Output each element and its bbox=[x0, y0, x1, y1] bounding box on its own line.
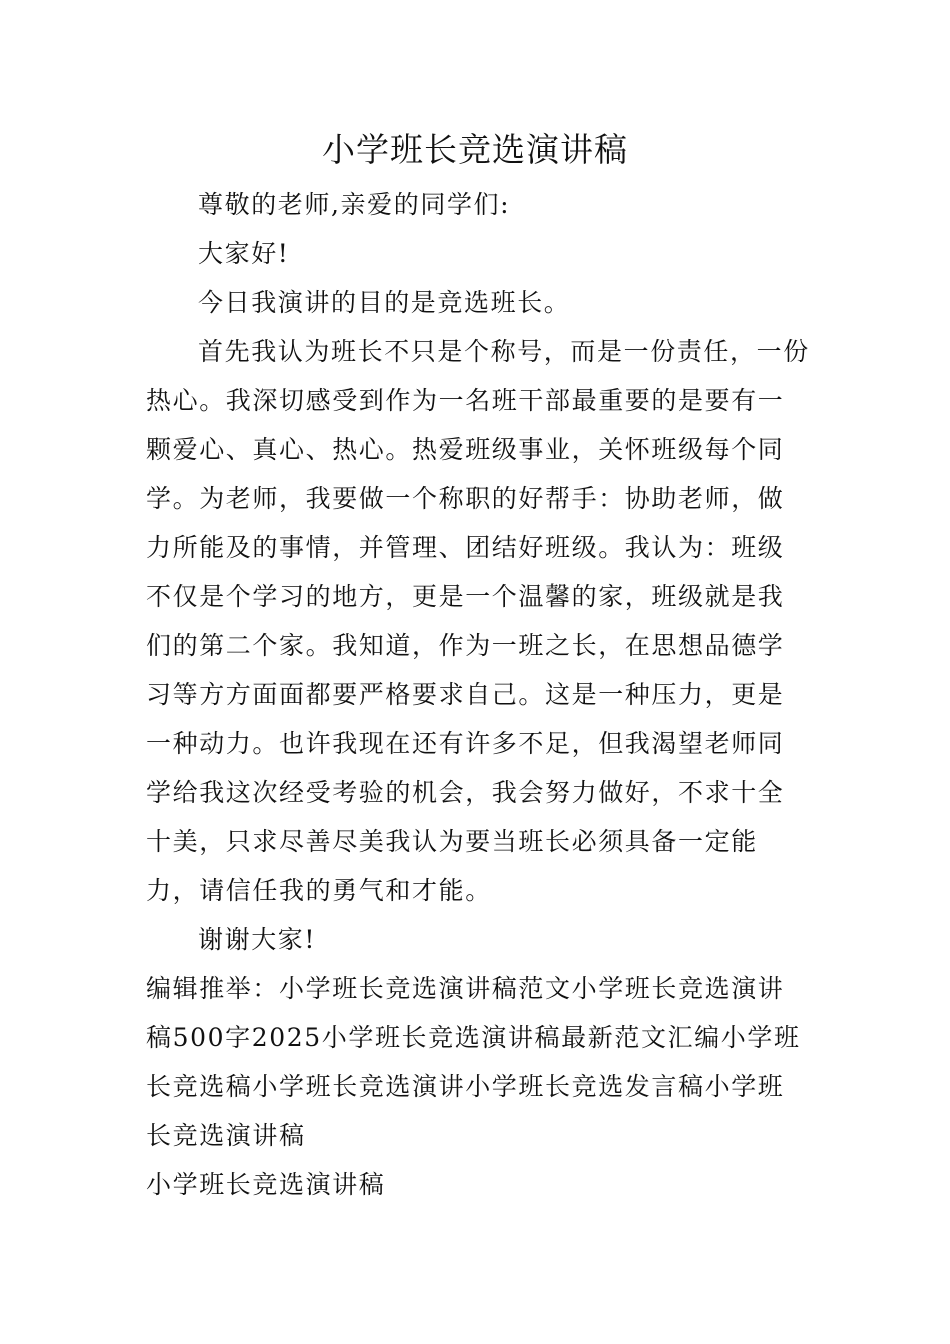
purpose-paragraph: 今日我演讲的目的是竞选班长。 bbox=[198, 288, 571, 317]
document-title: 小学班长竞选演讲稿 bbox=[322, 130, 628, 169]
footer-title: 小学班长竞选演讲稿 bbox=[146, 1170, 386, 1199]
document-body bbox=[146, 180, 810, 1209]
thanks-paragraph: 谢谢大家! bbox=[198, 925, 317, 954]
recommend-paragraph: 编辑推举：小学班长竞选演讲稿范文小学班长竞选演讲稿500字2025小学班长竞选演讲稿最新范文汇编小学班长竞选稿小学班长竞选演讲小学班长竞选发言稿小学班长竞选演讲稿 bbox=[146, 974, 801, 1150]
salutation: 尊敬的老师,亲爱的同学们: bbox=[198, 190, 511, 219]
greeting: 大家好! bbox=[198, 239, 290, 268]
main-paragraph: 首先我认为班长不只是个称号，而是一份责任，一份热心。我深切感受到作为一名班干部最重要的是要有一颗爱心、真心、热心。热爱班级事业，关怀班级每个同学。为老师，我要做一个称职的好帮手：协助老师，做力所能及的事情，并管理、团结好班级。我认为：班级不仅是个学习的地方，更是一个温馨的家，班级就是我们的第二个家。我知道，作为一班之长，在思想品德学习等方方面面都要严格要求自己。这是一种压力，更是一种动力。也许我现在还有许多不足，但我渴望老师同学给我这次经受考验的机会，我会努力做好，不求十全十美，只求尽善尽美我认为要当班长必须具备一定能力，请信任我的勇气和才能。 bbox=[146, 337, 810, 905]
